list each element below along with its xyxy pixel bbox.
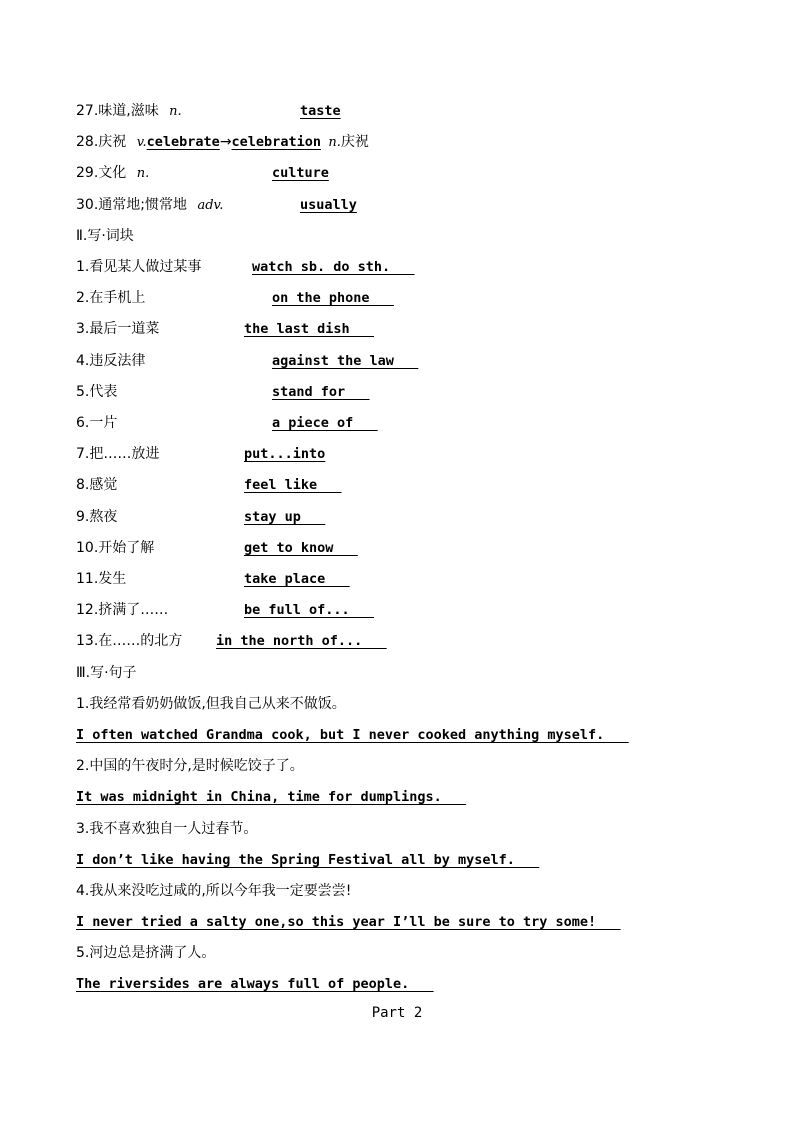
phrase-answer: take place xyxy=(244,571,350,587)
chinese-term: 文化 xyxy=(98,165,127,181)
phrase-answer: in the north of... xyxy=(216,633,387,649)
item-number: 27. xyxy=(76,103,99,119)
chinese-term: 味道,滋味 xyxy=(98,103,159,119)
phrase-answer: a piece of xyxy=(272,415,378,431)
vocab-answer-27: taste xyxy=(300,103,341,119)
section-title-phrases: Ⅱ.写·词块 xyxy=(76,228,134,244)
phrase-item: 7.把……放进 xyxy=(76,446,160,462)
section-title-sentences: Ⅲ.写·句子 xyxy=(76,665,137,681)
vocab-answer-verb: celebrate xyxy=(146,134,220,150)
vocab-answer-30: usually xyxy=(300,197,357,213)
chinese-term: 庆祝 xyxy=(98,134,127,150)
vocab-item-29 xyxy=(76,162,149,184)
sentence-answer: I never tried a salty one,so this year I’ll be sure to try some! xyxy=(76,914,621,930)
phrase-answer: get to know xyxy=(244,540,358,556)
phrase-answer: against the law xyxy=(272,353,419,369)
sentence-answer: The riversides are always full of people. xyxy=(76,976,434,992)
item-number: 30. xyxy=(76,197,99,213)
item-number: 28. xyxy=(76,134,99,150)
phrase-item: 3.最后一道菜 xyxy=(76,321,160,337)
item-number: 29. xyxy=(76,165,99,181)
phrase-answer: put...into xyxy=(244,446,326,462)
part-of-speech: n. xyxy=(328,135,341,150)
phrase-item: 1.看见某人做过某事 xyxy=(76,259,202,275)
sentence-answer: It was midnight in China, time for dumplings. xyxy=(76,789,467,805)
phrase-answer: on the phone xyxy=(272,290,394,306)
vocab-item-30 xyxy=(76,194,223,216)
phrase-item: 9.熬夜 xyxy=(76,509,118,525)
page-footer: Part 2 xyxy=(371,1005,423,1021)
phrase-item: 2.在手机上 xyxy=(76,290,146,306)
phrase-answer: the last dish xyxy=(244,321,375,337)
sentence-answer: I don’t like having the Spring Festival all by myself. xyxy=(76,852,540,868)
sentence-prompt: 3.我不喜欢独自一人过春节。 xyxy=(76,821,258,837)
phrase-item: 12.挤满了…… xyxy=(76,602,169,618)
phrase-answer: stand for xyxy=(272,384,370,400)
sentence-prompt: 1.我经常看奶奶做饭,但我自己从来不做饭。 xyxy=(76,696,346,712)
vocab-answer-noun: celebration xyxy=(231,134,321,150)
vocab-item-27 xyxy=(76,100,182,122)
chinese-term: 通常地;惯常地 xyxy=(98,197,187,213)
sentence-prompt: 2.中国的午夜时分,是时候吃饺子了。 xyxy=(76,758,304,774)
chinese-term: 庆祝 xyxy=(340,134,369,150)
phrase-item: 5.代表 xyxy=(76,384,118,400)
phrase-answer: stay up xyxy=(244,509,326,525)
phrase-item: 8.感觉 xyxy=(76,477,118,493)
part-of-speech: n. xyxy=(136,166,150,181)
sentence-answer: I often watched Grandma cook, but I never cooked anything myself. xyxy=(76,727,629,743)
phrase-item: 11.发生 xyxy=(76,571,127,587)
part-of-speech: n. xyxy=(169,104,182,119)
phrase-answer: be full of... xyxy=(244,602,375,618)
phrase-answer: watch sb. do sth. xyxy=(252,259,415,275)
phrase-item: 4.违反法律 xyxy=(76,353,146,369)
part-of-speech: v. xyxy=(136,135,147,150)
sentence-prompt: 4.我从来没吃过咸的,所以今年我一定要尝尝! xyxy=(76,883,352,899)
phrase-item: 13.在……的北方 xyxy=(76,633,183,649)
phrase-answer: feel like xyxy=(244,477,342,493)
phrase-item: 6.一片 xyxy=(76,415,118,431)
vocab-item-28 xyxy=(76,131,369,153)
sentence-prompt: 5.河边总是挤满了人。 xyxy=(76,945,216,961)
part-of-speech: adv. xyxy=(197,198,224,213)
vocab-answer-29: culture xyxy=(272,165,329,181)
phrase-item: 10.开始了解 xyxy=(76,540,155,556)
arrow-icon: → xyxy=(219,134,232,150)
